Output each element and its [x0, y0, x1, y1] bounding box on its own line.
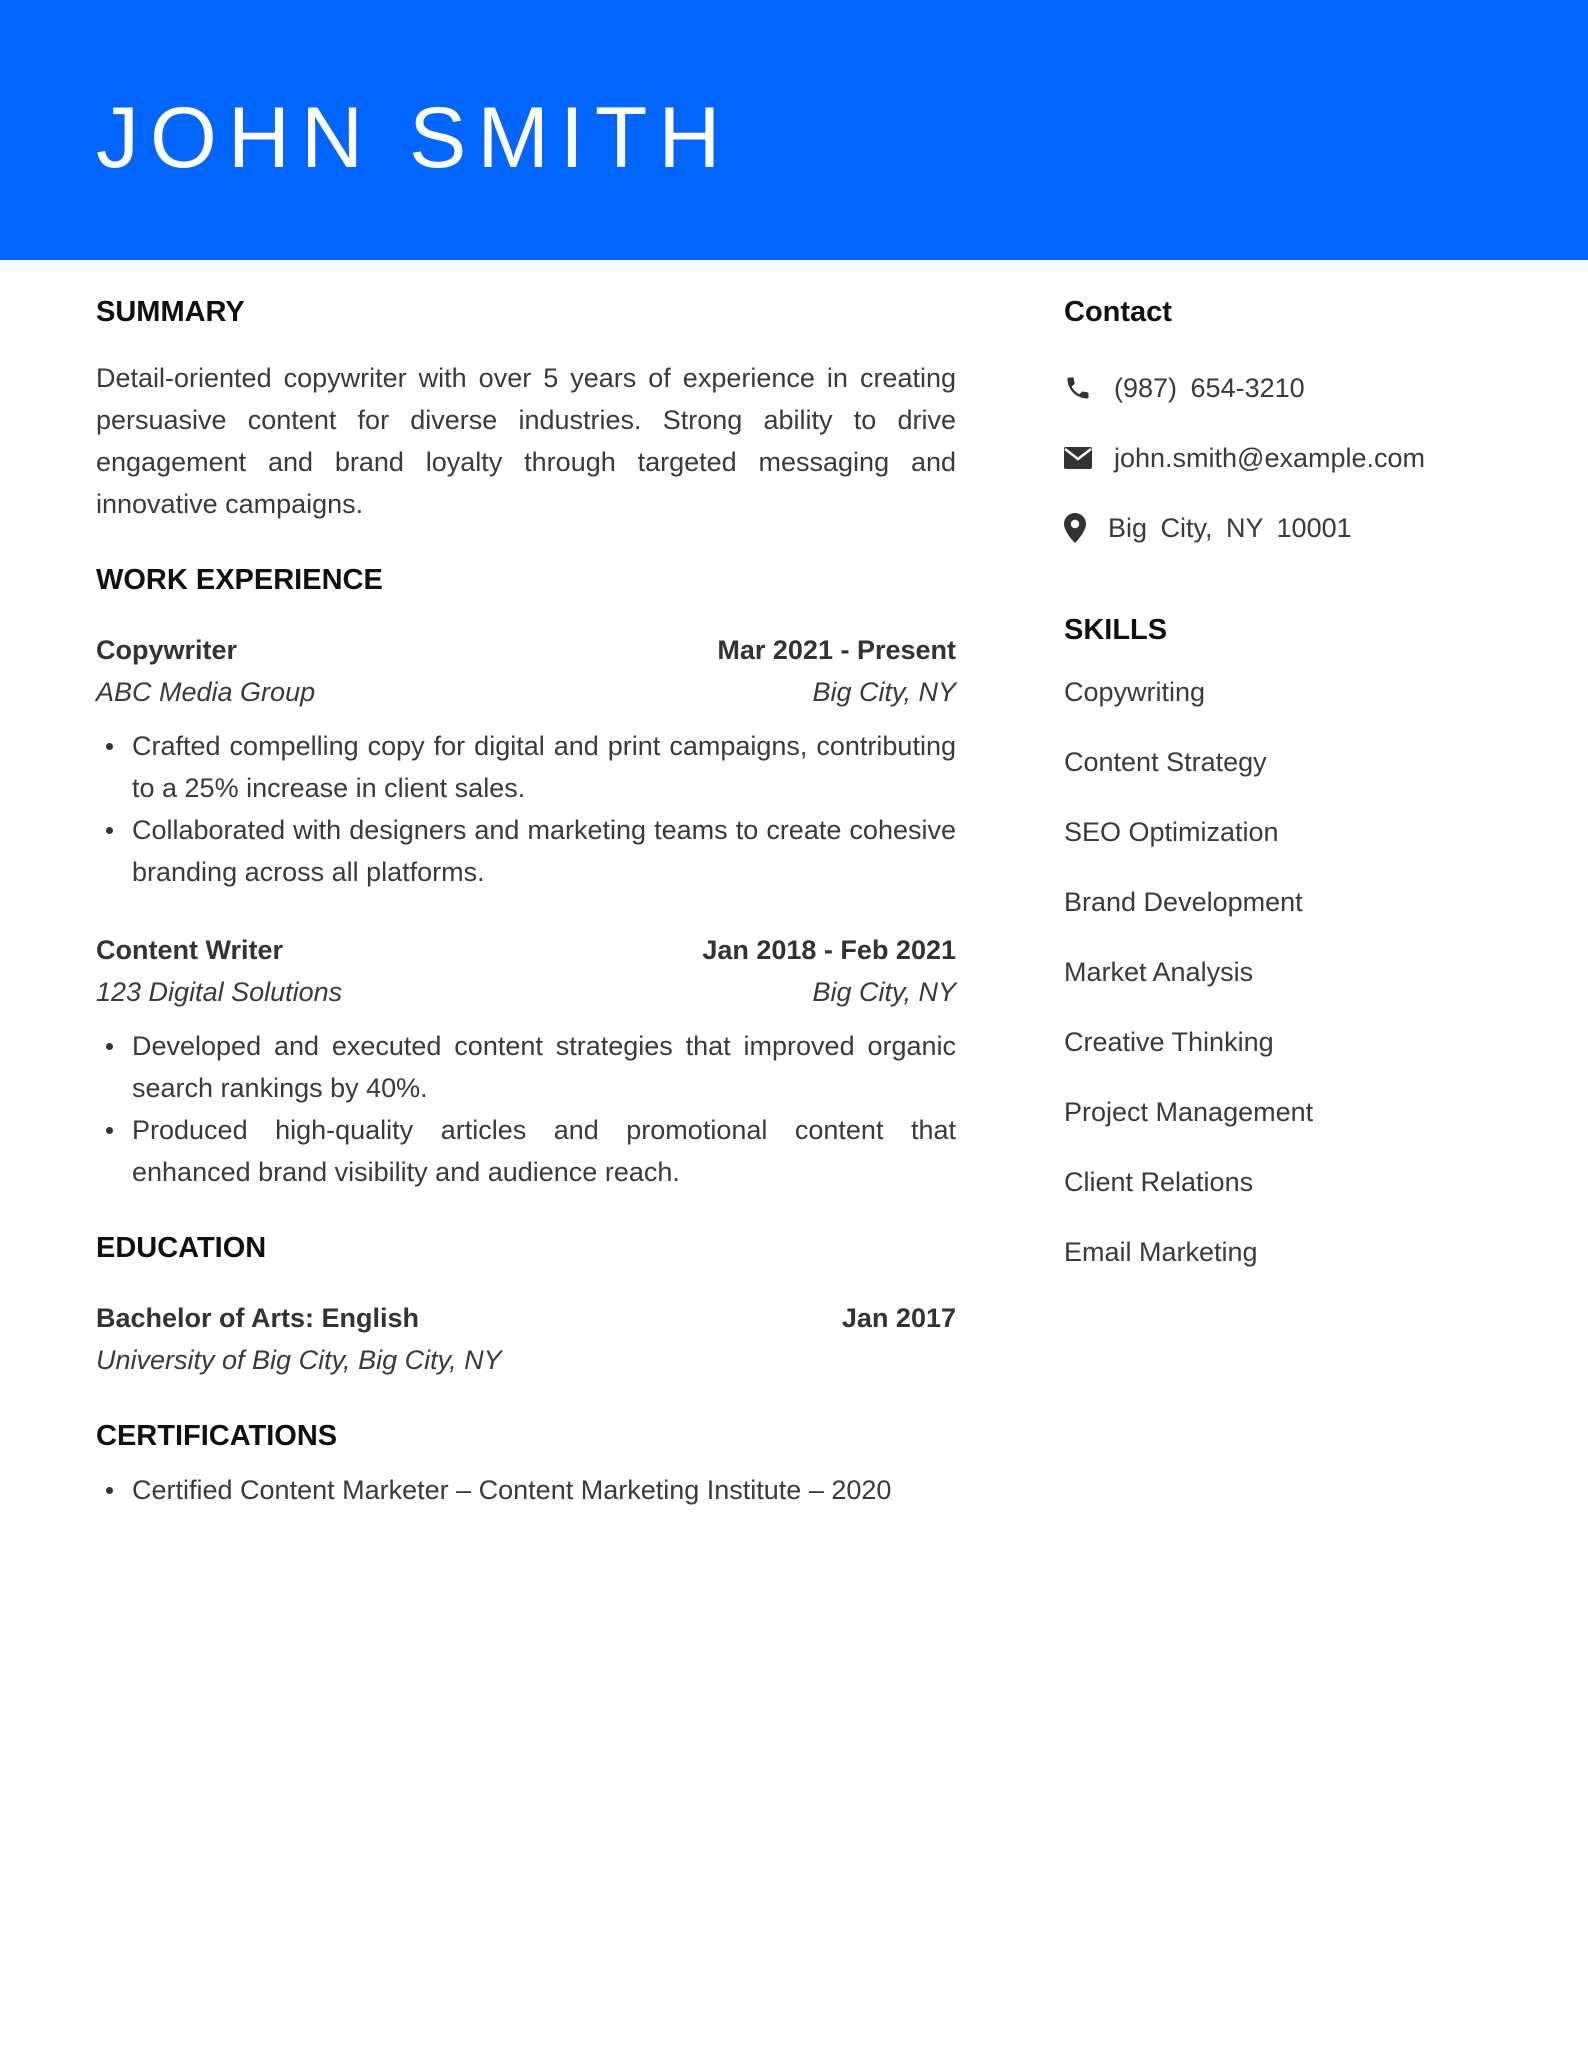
- skill-item: Brand Development: [1064, 887, 1303, 917]
- phone-icon: [1064, 373, 1094, 403]
- job-bullet: Developed and executed content strategies that improved organic search rankings by 40%.: [132, 1025, 956, 1109]
- certification-list: [96, 1469, 956, 1511]
- contact-email: [1064, 437, 1504, 479]
- main-column: [96, 291, 956, 1511]
- skill-item: Market Analysis: [1064, 957, 1254, 987]
- skills-heading: SKILLS: [1064, 614, 1168, 646]
- job-dates: Mar 2021 - Present: [717, 635, 956, 665]
- phone-number: (987) 654-3210: [1114, 372, 1305, 403]
- job-bullets: [96, 1025, 956, 1193]
- job-location: Big City, NY: [812, 977, 956, 1007]
- education-entry: [96, 1297, 956, 1381]
- work-experience-section: [96, 559, 956, 1193]
- skill-item: Content Strategy: [1064, 747, 1267, 777]
- job-bullet: Crafted compelling copy for digital and print campaigns, contributing to a 25% increase in client sales.: [132, 725, 956, 809]
- contact-list: [1064, 367, 1504, 549]
- location-text: Big City, NY 10001: [1108, 512, 1352, 543]
- skill-item: Email Marketing: [1064, 1237, 1258, 1267]
- job-bullets: [96, 725, 956, 893]
- job-dates: Jan 2018 - Feb 2021: [702, 935, 956, 965]
- job-title: Content Writer: [96, 935, 283, 965]
- education-heading: EDUCATION: [96, 1232, 267, 1264]
- contact-heading: Contact: [1064, 296, 1172, 328]
- skills-list: [1064, 671, 1504, 1273]
- email-address[interactable]: john.smith@example.com: [1114, 442, 1426, 473]
- envelope-icon: [1064, 443, 1094, 473]
- contact-location: [1064, 507, 1504, 549]
- header-banner: [0, 0, 1588, 260]
- sidebar-column: [1064, 291, 1504, 1301]
- summary-section: [96, 291, 956, 525]
- skill-item: Creative Thinking: [1064, 1027, 1274, 1057]
- school: University of Big City, Big City, NY: [96, 1345, 502, 1375]
- certifications-heading: CERTIFICATIONS: [96, 1420, 338, 1452]
- education-date: Jan 2017: [841, 1303, 956, 1333]
- skill-item: Project Management: [1064, 1097, 1314, 1127]
- summary-text: Detail-oriented copywriter with over 5 years of experience in creating persuasive content for diverse industries. Strong ability to drive engagement and brand loyalty through targeted messaging and innovative campaigns.: [96, 363, 956, 519]
- job-entry: [96, 629, 956, 893]
- certifications-section: [96, 1415, 956, 1511]
- job-company: 123 Digital Solutions: [96, 977, 343, 1007]
- job-company: ABC Media Group: [96, 677, 316, 707]
- job-bullet: Collaborated with designers and marketing teams to create cohesive branding across all platforms.: [132, 809, 956, 893]
- job-entry: [96, 929, 956, 1193]
- job-bullet: Produced high-quality articles and promotional content that enhanced brand visibility and audience reach.: [132, 1109, 956, 1193]
- skill-item: Client Relations: [1064, 1167, 1254, 1197]
- work-experience-heading: WORK EXPERIENCE: [96, 564, 383, 596]
- summary-heading: SUMMARY: [96, 296, 245, 328]
- candidate-name: JOHN SMITH: [96, 90, 732, 186]
- certification-item: Certified Content Marketer – Content Marketing Institute – 2020: [132, 1469, 956, 1511]
- job-location: Big City, NY: [812, 677, 956, 707]
- skill-item: SEO Optimization: [1064, 817, 1279, 847]
- job-title: Copywriter: [96, 635, 238, 665]
- degree: Bachelor of Arts: English: [96, 1303, 420, 1333]
- skill-item: Copywriting: [1064, 677, 1206, 707]
- contact-phone: [1064, 367, 1504, 409]
- map-pin-icon: [1064, 513, 1094, 543]
- education-section: [96, 1227, 956, 1381]
